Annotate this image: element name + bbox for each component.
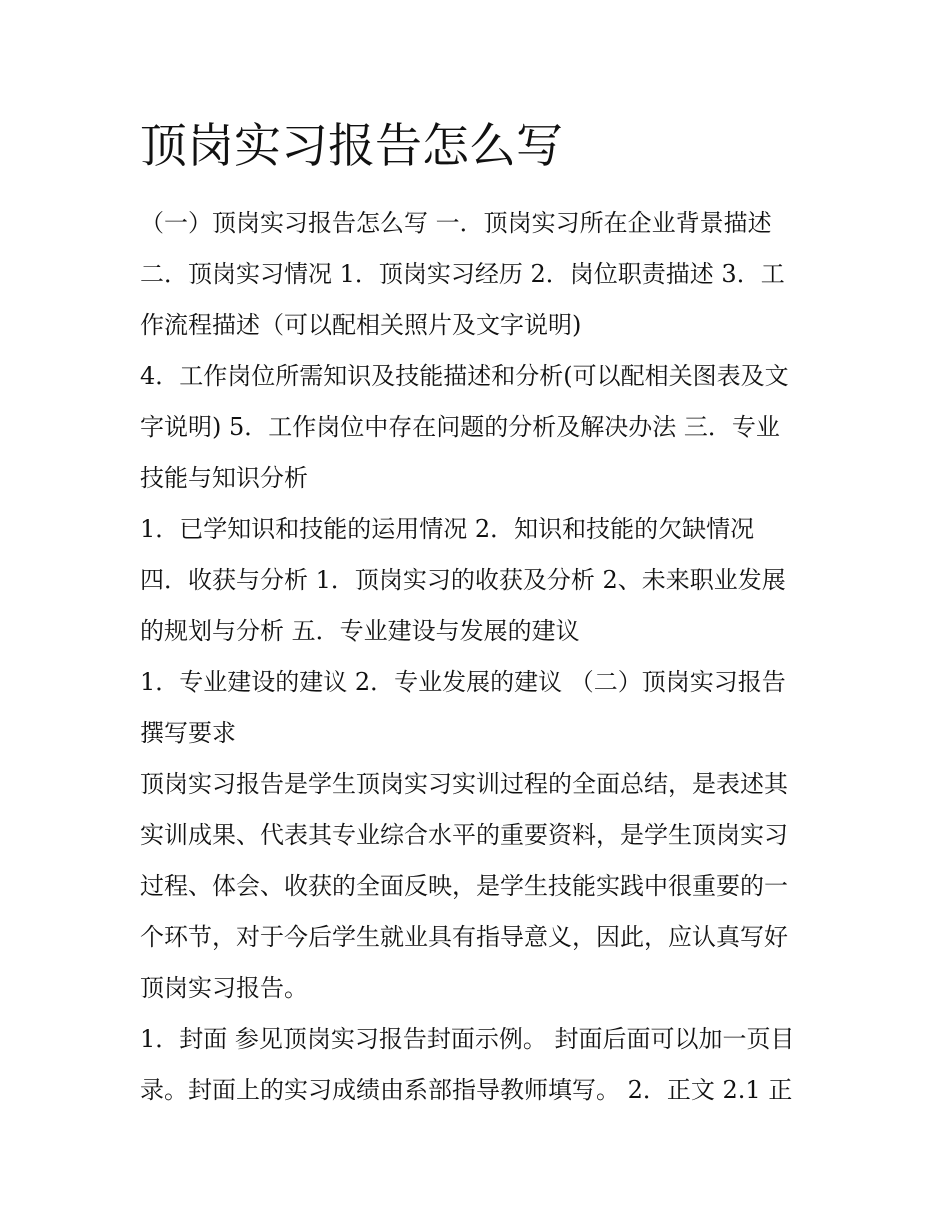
text-line: 顶岗实习报告。 (140, 974, 308, 1002)
text-line: 4．工作岗位所需知识及技能描述和分析(可以配相关图表及文 (140, 362, 789, 390)
text-line: 的规划与分析 五．专业建设与发展的建议 (140, 617, 580, 645)
document-title: 顶岗实习报告怎么写 (140, 119, 563, 174)
text-line: 二．顶岗实习情况 1．顶岗实习经历 2．岗位职责描述 3．工 (140, 260, 785, 288)
text-line: 实训成果、代表其专业综合水平的重要资料，是学生顶岗实习 (140, 821, 788, 849)
text-line: 录。封面上的实习成绩由系部指导教师填写。 2．正文 2.1 正 (140, 1076, 793, 1104)
text-line: 1．封面 参见顶岗实习报告封面示例。 封面后面可以加一页目 (140, 1025, 795, 1053)
text-line: 字说明) 5．工作岗位中存在问题的分析及解决办法 三．专业 (140, 413, 780, 441)
text-line: 撰写要求 (140, 719, 236, 747)
text-line: 顶岗实习报告是学生顶岗实习实训过程的全面总结，是表述其 (140, 770, 788, 798)
text-line: 技能与知识分析 (140, 464, 308, 492)
text-line: 四．收获与分析 1．顶岗实习的收获及分析 2、未来职业发展 (140, 566, 786, 594)
text-line: 1．已学知识和技能的运用情况 2．知识和技能的欠缺情况 (140, 515, 755, 543)
text-line: 1．专业建设的建议 2．专业发展的建议 （二）顶岗实习报告 (140, 668, 786, 696)
text-line: 过程、体会、收获的全面反映，是学生技能实践中很重要的一 (140, 872, 788, 900)
text-line: 个环节，对于今后学生就业具有指导意义，因此，应认真写好 (140, 923, 788, 951)
text-line: （一）顶岗实习报告怎么写 一．顶岗实习所在企业背景描述 (140, 209, 772, 237)
text-line: 作流程描述（可以配相关照片及文字说明) (140, 311, 582, 339)
document-body (140, 198, 820, 1116)
